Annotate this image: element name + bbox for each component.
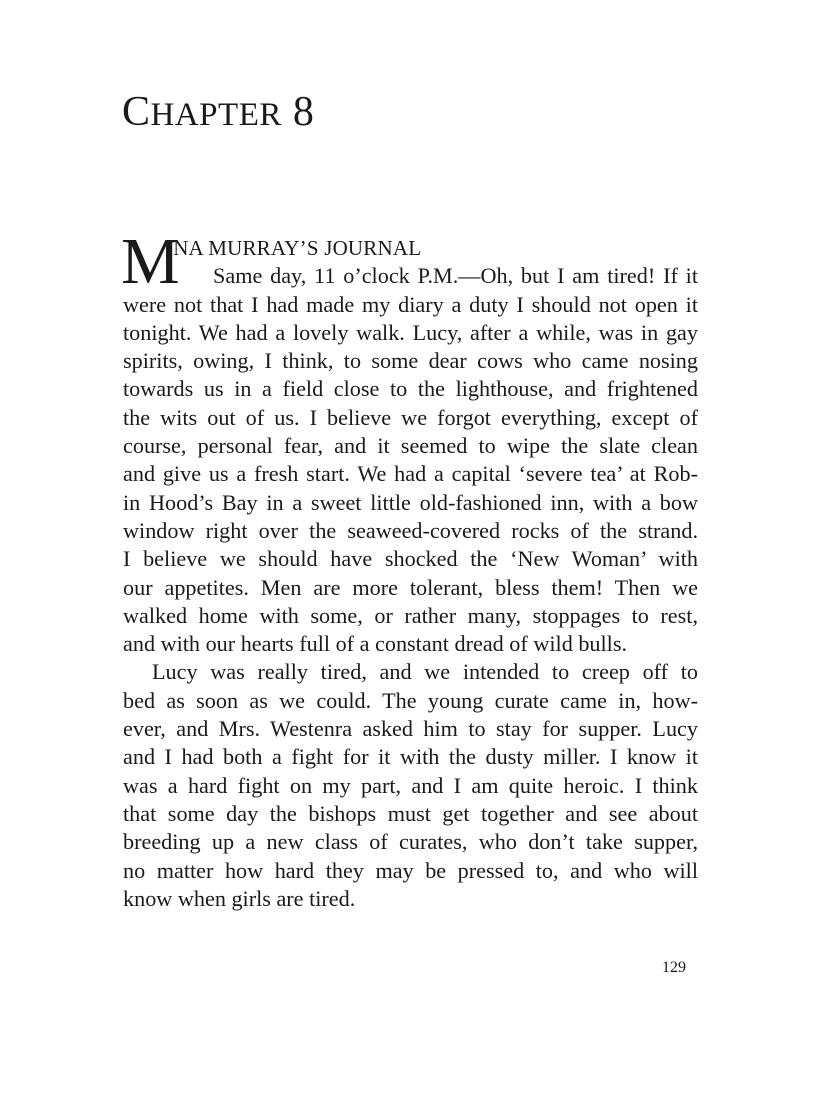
paragraph-2-line: and I had both a fight for it with the dusty miller. I know it [123, 744, 698, 770]
paragraph-2-line: ever, and Mrs. Westenra asked him to stay for supper. Lucy [123, 716, 698, 742]
chapter-number: 8 [292, 89, 315, 135]
body-text [121, 225, 698, 913]
paragraph-1-line: tonight. We had a lovely walk. Lucy, after a while, was in gay [123, 319, 698, 345]
paragraph-2-line: that some day the bishops must get together and see about [123, 800, 698, 826]
drop-cap: M [121, 225, 180, 298]
journal-heading-text: INA MURRAY’S JOURNAL [166, 236, 422, 260]
paragraph-1-line: in Hood’s Bay in a sweet little old-fashioned inn, with a bow [123, 489, 698, 515]
paragraph-2-line: breeding up a new class of curates, who don’t take supper, [123, 829, 698, 855]
paragraph-2-line: no matter how hard they may be pressed to, and who will [123, 857, 698, 883]
paragraph-2-line: know when girls are tired. [123, 885, 356, 911]
paragraph-1-line: and give us a fresh start. We had a capital ‘severe tea’ at Rob- [123, 461, 698, 487]
paragraph-2-line: was a hard fight on my part, and I am quite heroic. I think [123, 772, 698, 798]
paragraph-2-line: bed as soon as we could. The young curate came in, how- [123, 687, 698, 713]
chapter-title-initial: C [122, 89, 151, 135]
paragraph-1-line: towards us in a field close to the lighthouse, and frightened [123, 376, 698, 402]
chapter-title-rest: HAPTER [150, 97, 282, 133]
page-number: 129 [662, 959, 686, 976]
paragraph-1-line: our appetites. Men are more tolerant, bless them! Then we [123, 574, 698, 600]
paragraph-1-line: window right over the seaweed-covered rocks of the strand. [123, 517, 698, 543]
paragraph-1-line: Same day, 11 o’clock P.M.—Oh, but I am tired! If it [213, 263, 698, 289]
paragraph-1-line: the wits out of us. I believe we forgot everything, except of [123, 404, 698, 430]
paragraph-1-line: course, personal fear, and it seemed to wipe the slate clean [123, 433, 698, 459]
paragraph-1-line: and with our hearts full of a constant dread of wild bulls. [123, 631, 628, 657]
paragraph-1-line: I believe we should have shocked the ‘New Woman’ with [123, 546, 698, 572]
paragraph-1-line: were not that I had made my diary a duty I should not open it [123, 291, 698, 317]
paragraph-1-line: spirits, owing, I think, to some dear cows who came nosing [123, 348, 698, 374]
paragraph-2-line: Lucy was really tired, and we intended to creep off to [152, 659, 698, 685]
paragraph-1-line: walked home with some, or rather many, stoppages to rest, [123, 602, 698, 628]
chapter-title [122, 88, 314, 139]
